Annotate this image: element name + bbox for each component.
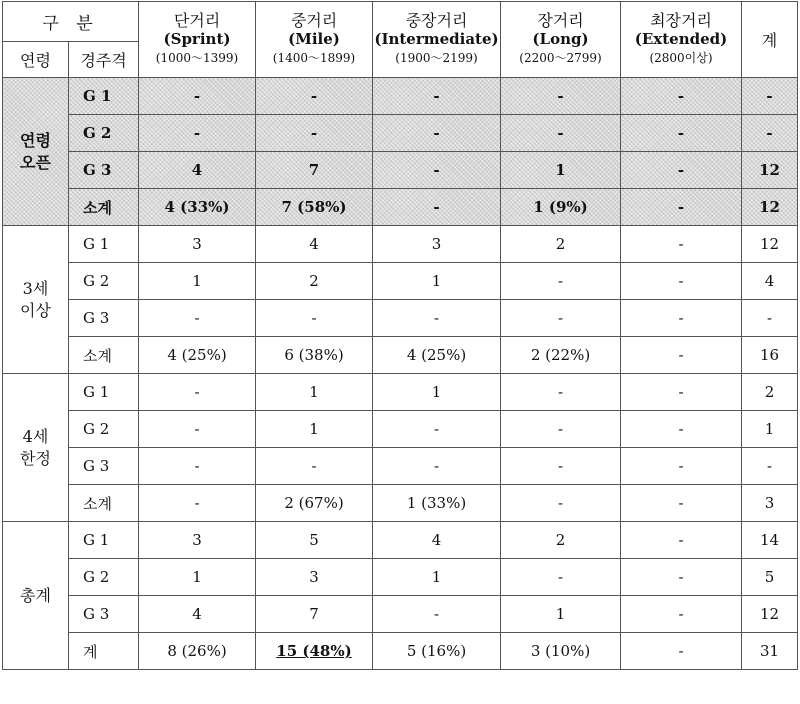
value-cell: 5 (16%) [373, 633, 501, 670]
total-cell: - [742, 300, 798, 337]
header-col-mile: 중거리 (Mile) (1400～1899) [256, 2, 373, 78]
value-cell: - [256, 300, 373, 337]
header-col-extended: 최장거리 (Extended) (2800이상) [621, 2, 742, 78]
value-cell: - [501, 485, 621, 522]
value-cell: - [373, 189, 501, 226]
value-cell: - [621, 596, 742, 633]
value-cell: - [621, 115, 742, 152]
value-cell: 4 (33%) [139, 189, 256, 226]
value-cell: 8 (26%) [139, 633, 256, 670]
value-cell: 3 [256, 559, 373, 596]
value-cell: 3 [139, 226, 256, 263]
grade-cell: G 3 [69, 300, 139, 337]
table-row [3, 374, 798, 411]
value-cell: - [373, 78, 501, 115]
value-cell: 2 (67%) [256, 485, 373, 522]
value-cell: - [256, 448, 373, 485]
total-cell: 1 [742, 411, 798, 448]
value-cell: 5 [256, 522, 373, 559]
value-cell: - [621, 226, 742, 263]
value-cell: - [373, 152, 501, 189]
grade-cell: G 1 [69, 226, 139, 263]
value-cell: - [139, 448, 256, 485]
value-cell: - [373, 115, 501, 152]
value-cell: - [621, 337, 742, 374]
value-cell: - [373, 448, 501, 485]
value-cell: - [621, 633, 742, 670]
value-cell: 7 [256, 152, 373, 189]
grade-cell: G 2 [69, 411, 139, 448]
total-cell: 3 [742, 485, 798, 522]
table-row [3, 78, 798, 115]
value-cell: 2 [501, 522, 621, 559]
grade-cell: G 3 [69, 596, 139, 633]
value-cell: - [501, 115, 621, 152]
table-row [3, 226, 798, 263]
table-row [3, 522, 798, 559]
table-row [3, 559, 798, 596]
total-cell: 31 [742, 633, 798, 670]
value-cell: - [621, 374, 742, 411]
value-cell: - [256, 115, 373, 152]
table-row [3, 448, 798, 485]
table-row [3, 485, 798, 522]
total-cell: 4 [742, 263, 798, 300]
total-cell: 12 [742, 226, 798, 263]
grade-cell: G 2 [69, 115, 139, 152]
value-cell: 3 [139, 522, 256, 559]
header-total: 계 [742, 2, 798, 78]
header-col-long: 장거리 (Long) (2200～2799) [501, 2, 621, 78]
grade-cell: G 2 [69, 263, 139, 300]
grade-cell: G 3 [69, 448, 139, 485]
value-cell: 2 [256, 263, 373, 300]
value-cell: - [501, 448, 621, 485]
value-cell: 2 [501, 226, 621, 263]
total-cell: 12 [742, 596, 798, 633]
grade-cell: 소계 [69, 189, 139, 226]
table-row [3, 115, 798, 152]
value-cell: 1 [256, 411, 373, 448]
value-cell: - [139, 78, 256, 115]
total-cell: 5 [742, 559, 798, 596]
total-cell: 12 [742, 152, 798, 189]
table-row [3, 337, 798, 374]
value-cell: - [621, 78, 742, 115]
value-cell: 3 (10%) [501, 633, 621, 670]
value-cell: - [621, 300, 742, 337]
group-label: 총계 [3, 522, 69, 670]
value-cell: 1 [139, 263, 256, 300]
total-cell: 16 [742, 337, 798, 374]
grade-cell: 소계 [69, 485, 139, 522]
value-cell: - [139, 115, 256, 152]
table-row [3, 633, 798, 670]
header-age: 연령 [3, 42, 69, 78]
value-cell: 4 (25%) [139, 337, 256, 374]
value-cell: 7 (58%) [256, 189, 373, 226]
value-cell: 7 [256, 596, 373, 633]
value-cell: - [256, 78, 373, 115]
value-cell: - [621, 522, 742, 559]
value-cell: 4 [139, 596, 256, 633]
table-row [3, 411, 798, 448]
total-cell: 12 [742, 189, 798, 226]
value-cell: - [501, 78, 621, 115]
value-cell: - [621, 411, 742, 448]
grade-cell: G 1 [69, 522, 139, 559]
header-col-sprint: 단거리 (Sprint) (1000～1399) [139, 2, 256, 78]
group-label: 연령 오픈 [3, 78, 69, 226]
race-distance-table [2, 1, 798, 670]
value-cell: 1 [139, 559, 256, 596]
value-cell: - [621, 189, 742, 226]
value-cell: 1 [501, 152, 621, 189]
value-cell: 1 (33%) [373, 485, 501, 522]
group-label: 4세 한정 [3, 374, 69, 522]
value-cell: - [139, 300, 256, 337]
total-cell: - [742, 115, 798, 152]
grade-cell: G 2 [69, 559, 139, 596]
value-cell: 1 [501, 596, 621, 633]
table-row [3, 152, 798, 189]
value-cell: - [373, 411, 501, 448]
value-cell: 4 [373, 522, 501, 559]
grade-cell: G 1 [69, 374, 139, 411]
value-cell: 4 [139, 152, 256, 189]
value-cell: - [501, 411, 621, 448]
value-cell: 15 (48%) [256, 633, 373, 670]
table-row [3, 263, 798, 300]
value-cell: 4 (25%) [373, 337, 501, 374]
table-row [3, 189, 798, 226]
value-cell: - [139, 374, 256, 411]
value-cell: 1 [373, 559, 501, 596]
value-cell: - [621, 152, 742, 189]
value-cell: - [373, 596, 501, 633]
value-cell: - [139, 411, 256, 448]
value-cell: 1 (9%) [501, 189, 621, 226]
value-cell: 1 [256, 374, 373, 411]
value-cell: - [501, 263, 621, 300]
value-cell: - [621, 263, 742, 300]
table-row [3, 596, 798, 633]
value-cell: 1 [373, 263, 501, 300]
value-cell: - [139, 485, 256, 522]
value-cell: - [621, 559, 742, 596]
header-grade: 경주격 [69, 42, 139, 78]
value-cell: - [501, 374, 621, 411]
total-cell: 14 [742, 522, 798, 559]
grade-cell: G 1 [69, 78, 139, 115]
grade-cell: 계 [69, 633, 139, 670]
group-label: 3세 이상 [3, 226, 69, 374]
value-cell: 4 [256, 226, 373, 263]
value-cell: - [501, 300, 621, 337]
value-cell: 2 (22%) [501, 337, 621, 374]
value-cell: 6 (38%) [256, 337, 373, 374]
total-cell: - [742, 78, 798, 115]
total-cell: 2 [742, 374, 798, 411]
grade-cell: 소계 [69, 337, 139, 374]
value-cell: - [621, 448, 742, 485]
total-cell: - [742, 448, 798, 485]
value-cell: 1 [373, 374, 501, 411]
table-row [3, 300, 798, 337]
value-cell: 3 [373, 226, 501, 263]
value-cell: - [621, 485, 742, 522]
header-col-intermediate: 중장거리 (Intermediate) (1900～2199) [373, 2, 501, 78]
value-cell: - [501, 559, 621, 596]
value-cell: - [373, 300, 501, 337]
grade-cell: G 3 [69, 152, 139, 189]
header-gubun: 구 분 [3, 2, 139, 42]
